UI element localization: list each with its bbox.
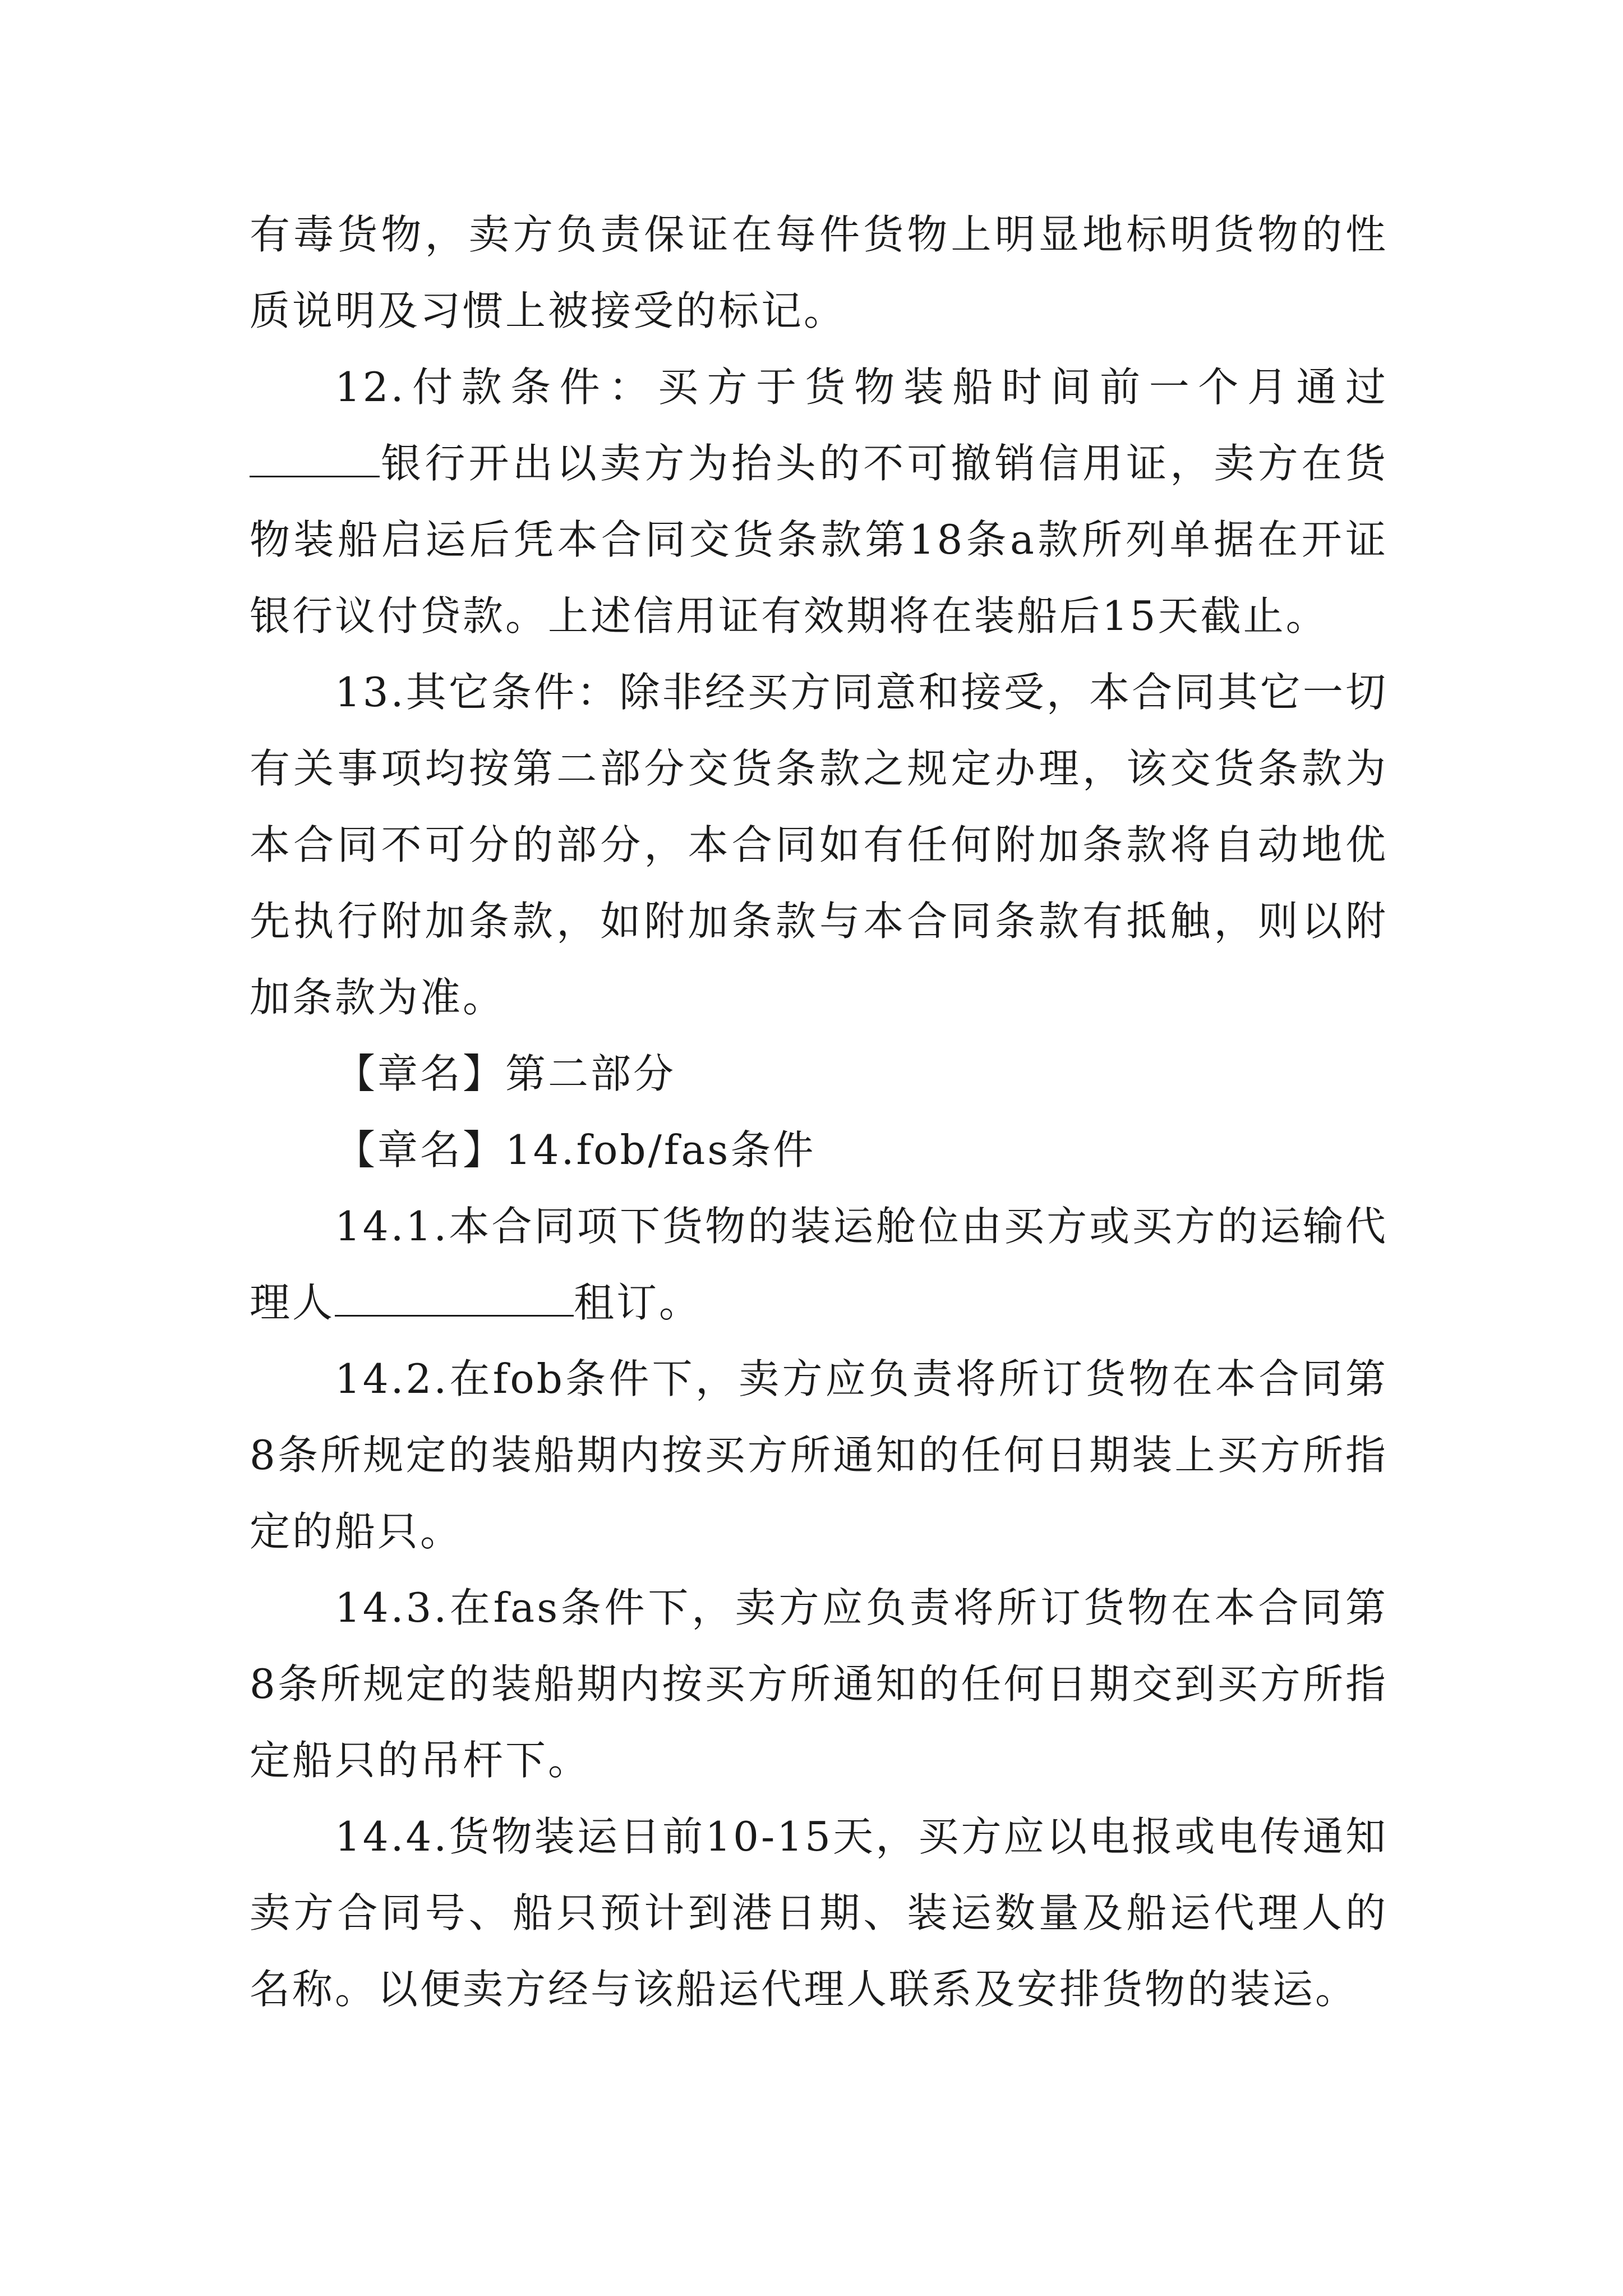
paragraph-other-conditions: [250, 654, 1388, 1036]
fill-blank-agent: [335, 1270, 574, 1317]
paragraph-text: 14.2.在fob条件下，卖方应负责将所订货物在本合同第8条所规定的装船期内按买方所通知的任何日期装上买方所指定的船只。: [250, 1355, 1388, 1555]
paragraph-text: 14.1.本合同项下货物的装运舱位由买方或买方的运输代理人: [250, 1203, 1388, 1326]
fill-blank-bank: [250, 431, 380, 477]
paragraph-text: 12.付款条件：买方于货物装船时间前一个月通过: [335, 364, 1388, 411]
paragraph-14-2: [250, 1341, 1388, 1570]
paragraph-text: 有毒货物，卖方负责保证在每件货物上明显地标明货物的性质说明及习惯上被接受的标记。: [250, 211, 1388, 334]
paragraph-hazard-marking: [250, 196, 1388, 349]
paragraph-text: 14.3.在fas条件下，卖方应负责将所订货物在本合同第8条所规定的装船期内按买方所通知的任何日期交到买方所指定船只的吊杆下。: [250, 1584, 1388, 1784]
paragraph-payment-terms: [250, 349, 1388, 654]
chapter-heading-part-two: [250, 1036, 1388, 1112]
paragraph-14-3: [250, 1570, 1388, 1798]
paragraph-text: 14.4.货物装运日前10-15天，买方应以电报或电传通知卖方合同号、船只预计到港日期、装运数量及船运代理人的名称。以便卖方经与该船运代理人联系及安排货物的装运。: [250, 1813, 1388, 2013]
paragraph-14-1: [250, 1188, 1388, 1341]
paragraph-14-4: [250, 1798, 1388, 2027]
paragraph-text: 租订。: [574, 1279, 702, 1326]
paragraph-text: 银行开出以卖方为抬头的不可撤销信用证，卖方在货物装船启运后凭本合同交货条款第18条a款所列单据在开证银行议付贷款。上述信用证有效期将在装船后15天截止。: [250, 440, 1388, 639]
heading-text: 【章名】第二部分: [335, 1050, 676, 1097]
heading-text: 【章名】14.fob/fas条件: [335, 1126, 816, 1174]
chapter-heading-fob-fas: [250, 1112, 1388, 1188]
document-body: [250, 196, 1388, 2027]
paragraph-text: 13.其它条件：除非经买方同意和接受，本合同其它一切有关事项均按第二部分交货条款之规定办理，该交货条款为本合同不可分的部分，本合同如有任何附加条款将自动地优先执行附加条款，如附加条款与本合同条款有抵触，则以附加条款为准。: [250, 669, 1388, 1021]
